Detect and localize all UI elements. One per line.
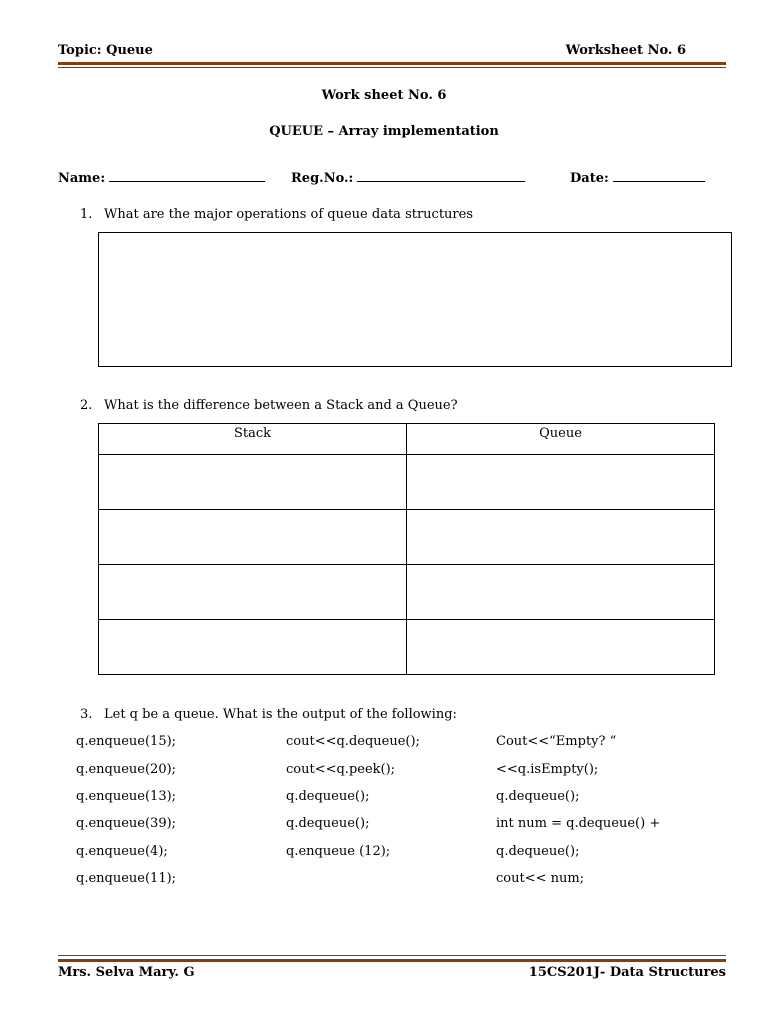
code-line: q.enqueue(20);	[76, 762, 177, 777]
footer-rule-thin	[58, 955, 726, 956]
question-2	[80, 398, 458, 413]
header-rule-thick	[58, 62, 726, 65]
table-row	[99, 510, 715, 565]
worksheet-subtitle: QUEUE – Array implementation	[269, 124, 499, 139]
code-line: q.enqueue (12);	[286, 844, 391, 859]
date-blank[interactable]	[613, 169, 705, 182]
code-line: q.dequeue();	[496, 844, 580, 859]
table-header-stack: Stack	[99, 424, 407, 455]
reg-field[interactable]	[291, 169, 525, 186]
table-cell-stack[interactable]	[99, 565, 407, 620]
question-2-number: 2.	[80, 398, 93, 413]
code-line: q.enqueue(39);	[76, 816, 177, 831]
header-worksheet-number: Worksheet No. 6	[565, 43, 686, 58]
table-cell-queue[interactable]	[407, 620, 715, 675]
code-line: q.enqueue(4);	[76, 844, 168, 859]
table-cell-stack[interactable]	[99, 455, 407, 510]
footer-author: Mrs. Selva Mary. G	[58, 965, 195, 980]
code-line: q.dequeue();	[286, 816, 370, 831]
header-rule-thin	[58, 67, 726, 68]
header-topic: Topic: Queue	[58, 43, 153, 58]
footer-course: 15CS201J- Data Structures	[528, 965, 726, 980]
question-3	[80, 707, 457, 722]
footer-rule-thick	[58, 959, 726, 962]
code-line: Cout<<“Empty? “	[496, 734, 617, 749]
code-line: q.enqueue(11);	[76, 871, 177, 886]
code-line: <<q.isEmpty();	[496, 762, 599, 777]
table-cell-queue[interactable]	[407, 455, 715, 510]
code-line: cout<< num;	[496, 871, 585, 886]
code-line: q.enqueue(15);	[76, 734, 177, 749]
question-1-text: What are the major operations of queue data structures	[104, 207, 474, 222]
question-2-text: What is the difference between a Stack and a Queue?	[104, 398, 458, 413]
table-cell-stack[interactable]	[99, 510, 407, 565]
code-line: q.enqueue(13);	[76, 789, 177, 804]
date-label: Date:	[570, 171, 609, 186]
question-3-text: Let q be a queue. What is the output of the following:	[104, 707, 457, 722]
name-field[interactable]	[58, 169, 265, 186]
code-line: q.dequeue();	[496, 789, 580, 804]
reg-blank[interactable]	[357, 169, 525, 182]
name-blank[interactable]	[109, 169, 265, 182]
question-1	[80, 207, 473, 222]
stack-queue-table	[98, 423, 715, 675]
answer-box-1[interactable]	[98, 232, 732, 367]
code-line: q.dequeue();	[286, 789, 370, 804]
reg-label: Reg.No.:	[291, 171, 354, 186]
table-row	[99, 620, 715, 675]
table-row	[99, 455, 715, 510]
table-cell-stack[interactable]	[99, 620, 407, 675]
question-1-number: 1.	[80, 207, 93, 222]
table-row	[99, 565, 715, 620]
question-3-number: 3.	[80, 707, 93, 722]
table-header-row	[99, 424, 715, 455]
code-line: int num = q.dequeue() +	[496, 816, 661, 831]
code-line: cout<<q.peek();	[286, 762, 396, 777]
table-cell-queue[interactable]	[407, 565, 715, 620]
worksheet-title: Work sheet No. 6	[321, 88, 447, 103]
code-line: cout<<q.dequeue();	[286, 734, 420, 749]
date-field[interactable]	[570, 169, 705, 186]
table-cell-queue[interactable]	[407, 510, 715, 565]
table-header-queue: Queue	[407, 424, 715, 455]
name-label: Name:	[58, 171, 106, 186]
